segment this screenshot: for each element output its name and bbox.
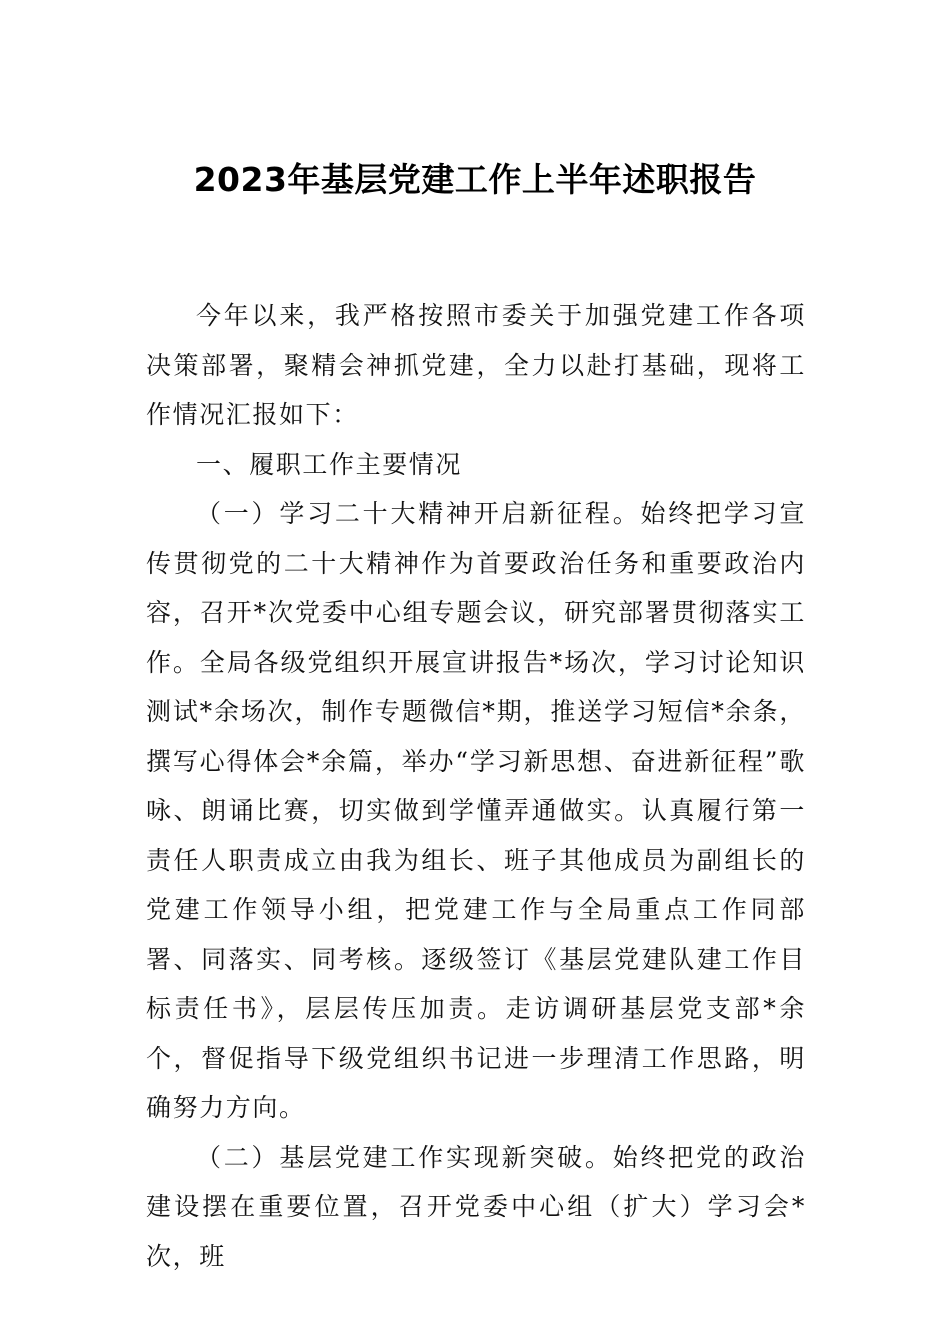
intro-paragraph: 今年以来，我严格按照市委关于加强党建工作各项决策部署，聚精会神抓党建，全力以赴打基础，现将工作情况汇报如下： [146, 301, 806, 429]
section-heading: 一、履职工作主要情况 [196, 449, 463, 479]
subsection-paragraph-2: （二）基层党建工作实现新突破。始终把党的政治建设摆在重要位置，召开党委中心组（扩大）学习会*次，班 [146, 1142, 806, 1271]
document-body [146, 291, 806, 1281]
document-title: 2023年基层党建工作上半年述职报告 [193, 160, 757, 199]
subsection-paragraph-1: （一）学习二十大精神开启新征程。始终把学习宣传贯彻党的二十大精神作为首要政治任务和重要政治内容，召开*次党委中心组专题会议，研究部署贯彻落实工作。全局各级党组织开展宣讲报告*场次，学习讨论知识测试*余场次，制作专题微信*期，推送学习短信*余条，撰写心得体会*余篇，举办“学习新思想、奋进新征程”歌咏、朗诵比赛，切实做到学懂弄通做实。认真履行第一责任人职责成立由我为组长、班子其他成员为副组长的党建工作领导小组，把党建工作与全局重点工作同部署、同落实、同考核。逐级签订《基层党建队建工作目标责任书》，层层传压加责。走访调研基层党支部*余个，督促指导下级党组织书记进一步理清工作思路，明确努力方向。 [146, 499, 806, 1122]
